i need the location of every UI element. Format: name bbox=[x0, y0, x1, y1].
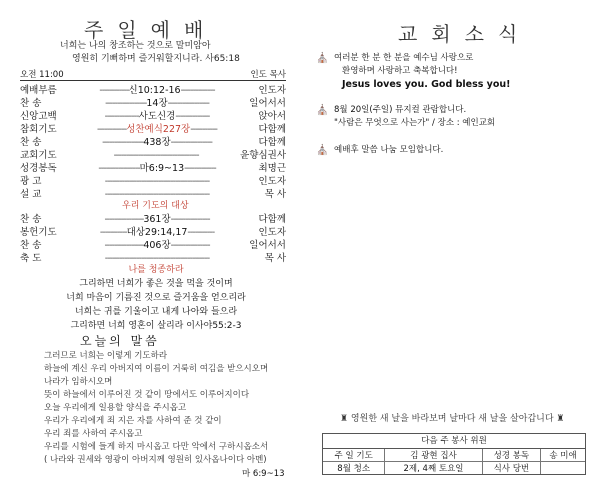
dedication-line: 그리하면 너희가 좋은 것을 먹을 것이며 bbox=[79, 279, 233, 289]
order-row: 성경봉독 -----------------마6:9~13------------- 최명근 bbox=[20, 163, 286, 174]
dedication-verse bbox=[36, 263, 276, 333]
church-icon: ⛪ bbox=[316, 145, 329, 156]
prayer-line: ( 나라와 권세와 영광이 아버지께 영원히 있사옵나이다 아멘) bbox=[44, 455, 267, 465]
table-row: 8월 청소 2제, 4째 토요일 식사 당번 bbox=[323, 462, 585, 475]
prayer-line: 우리가 우리에게 죄 지은 자를 사하여 준 것 같이 bbox=[44, 416, 222, 426]
dedication-title: 나를 청종하라 bbox=[128, 265, 184, 275]
order-list-1 bbox=[20, 82, 286, 199]
order-row: 찬 송 ----------------406장---------------- 일어서서 bbox=[20, 240, 286, 251]
order-row: 교회기도 ----------------------------------- 윤향심권사 bbox=[20, 150, 286, 161]
prayer-line: 나라가 임하시오며 bbox=[44, 377, 113, 387]
schedule-title: 다음 주 봉사 위원 bbox=[323, 434, 585, 449]
motto-banner: ♜ 영원한 새 날을 바라보며 날마다 새 날을 살아갑니다 ♜ bbox=[340, 414, 565, 424]
worship-order-panel bbox=[14, 0, 296, 501]
table-row: 주 일 기도 김 광현 집사 성경 봉독 송 미애 bbox=[323, 449, 585, 462]
church-news-panel bbox=[308, 0, 594, 501]
dedication-line: 그리하면 너희 영혼이 살리라 이사야55:2-3 bbox=[70, 321, 242, 331]
order-row: 찬 송 -----------------438장----------------- 다함께 bbox=[20, 137, 286, 148]
news-item: ⛪ 8월 20일(주일) 뮤지컬 관람합니다. "사람은 무엇으로 사는가" / 장소 : 예인교회 bbox=[316, 105, 496, 128]
scripture-reference: 마 6:9~13 bbox=[242, 469, 285, 479]
dedication-line: 너희는 귀를 기울이고 내게 나아와 들으라 bbox=[74, 307, 238, 317]
prayer-line: 우리를 시험에 들게 하지 마시옵고 다만 악에서 구하시옵소서 bbox=[44, 442, 269, 452]
prayer-line: 그러므로 너희는 이렇게 기도하라 bbox=[44, 351, 168, 361]
church-icon: ⛪ bbox=[316, 105, 329, 116]
todays-word-title: 오늘의 말씀 bbox=[80, 334, 160, 348]
prayer-section-title: 우리 기도의 대상 bbox=[122, 201, 189, 211]
service-leader: 인도 목사 bbox=[250, 70, 286, 80]
worship-title: 주일예배 bbox=[84, 18, 218, 42]
news-item: ⛪ 예배후 말씀 나눔 모임합니다. bbox=[316, 145, 444, 156]
service-header bbox=[20, 68, 286, 80]
order-list-2 bbox=[20, 211, 286, 263]
service-schedule-table bbox=[322, 433, 586, 475]
order-row: 광 고 ------------------------------------------- 인도자 bbox=[20, 176, 286, 187]
order-row: 참회기도 ------------성찬예식227장----------- 다함께 bbox=[20, 124, 286, 135]
prayer-line: 오늘 우리에게 일용할 양식을 주시옵고 bbox=[44, 403, 187, 413]
service-time: 오전 11:00 bbox=[20, 70, 64, 80]
lords-prayer bbox=[44, 350, 294, 467]
theme-verse-line-2: 영원히 기뻐하며 즐거워할지니라. 사65:18 bbox=[72, 54, 240, 64]
order-row: 찬 송 -----------------14장----------------- 일어서서 bbox=[20, 98, 286, 109]
prayer-line: 하늘에 계신 우리 아버지여 이름이 거룩히 여김을 받으시오며 bbox=[44, 364, 269, 374]
dedication-line: 너희 마음이 기름진 것으로 즐거움을 얻으리라 bbox=[66, 293, 246, 303]
theme-verse-line-1: 너희는 나의 창조하는 것으로 말미암아 bbox=[60, 41, 211, 51]
order-row: 신앙고백 --------------사도신경-------------- 앉아서 bbox=[20, 111, 286, 122]
order-row: 예배부름 ------------신10:12-16-------------- 인도자 bbox=[20, 85, 286, 96]
order-row: 설 교 ------------------------------------------- 목 사 bbox=[20, 189, 286, 200]
news-item: ⛪ 여러분 한 분 한 분을 예수님 사랑으로 환영하며 사랑하고 축복합니다! Jesus loves you. God bless you! bbox=[316, 53, 511, 90]
news-title: 교회소식 bbox=[398, 22, 532, 46]
prayer-line: 우리 죄를 사하여 주시옵고 bbox=[44, 429, 143, 439]
order-row: 찬 송 ----------------361장---------------- 다함께 bbox=[20, 214, 286, 225]
prayer-line: 뜻이 하늘에서 이루어진 것 같이 땅에서도 이루어지이다 bbox=[44, 390, 250, 400]
order-row: 축 도 ------------------------------------------- 목 사 bbox=[20, 253, 286, 264]
order-row: 봉헌기도 -----------대상29:14,17----------- 인도자 bbox=[20, 227, 286, 238]
church-icon: ⛪ bbox=[316, 53, 329, 64]
divider bbox=[20, 80, 286, 81]
